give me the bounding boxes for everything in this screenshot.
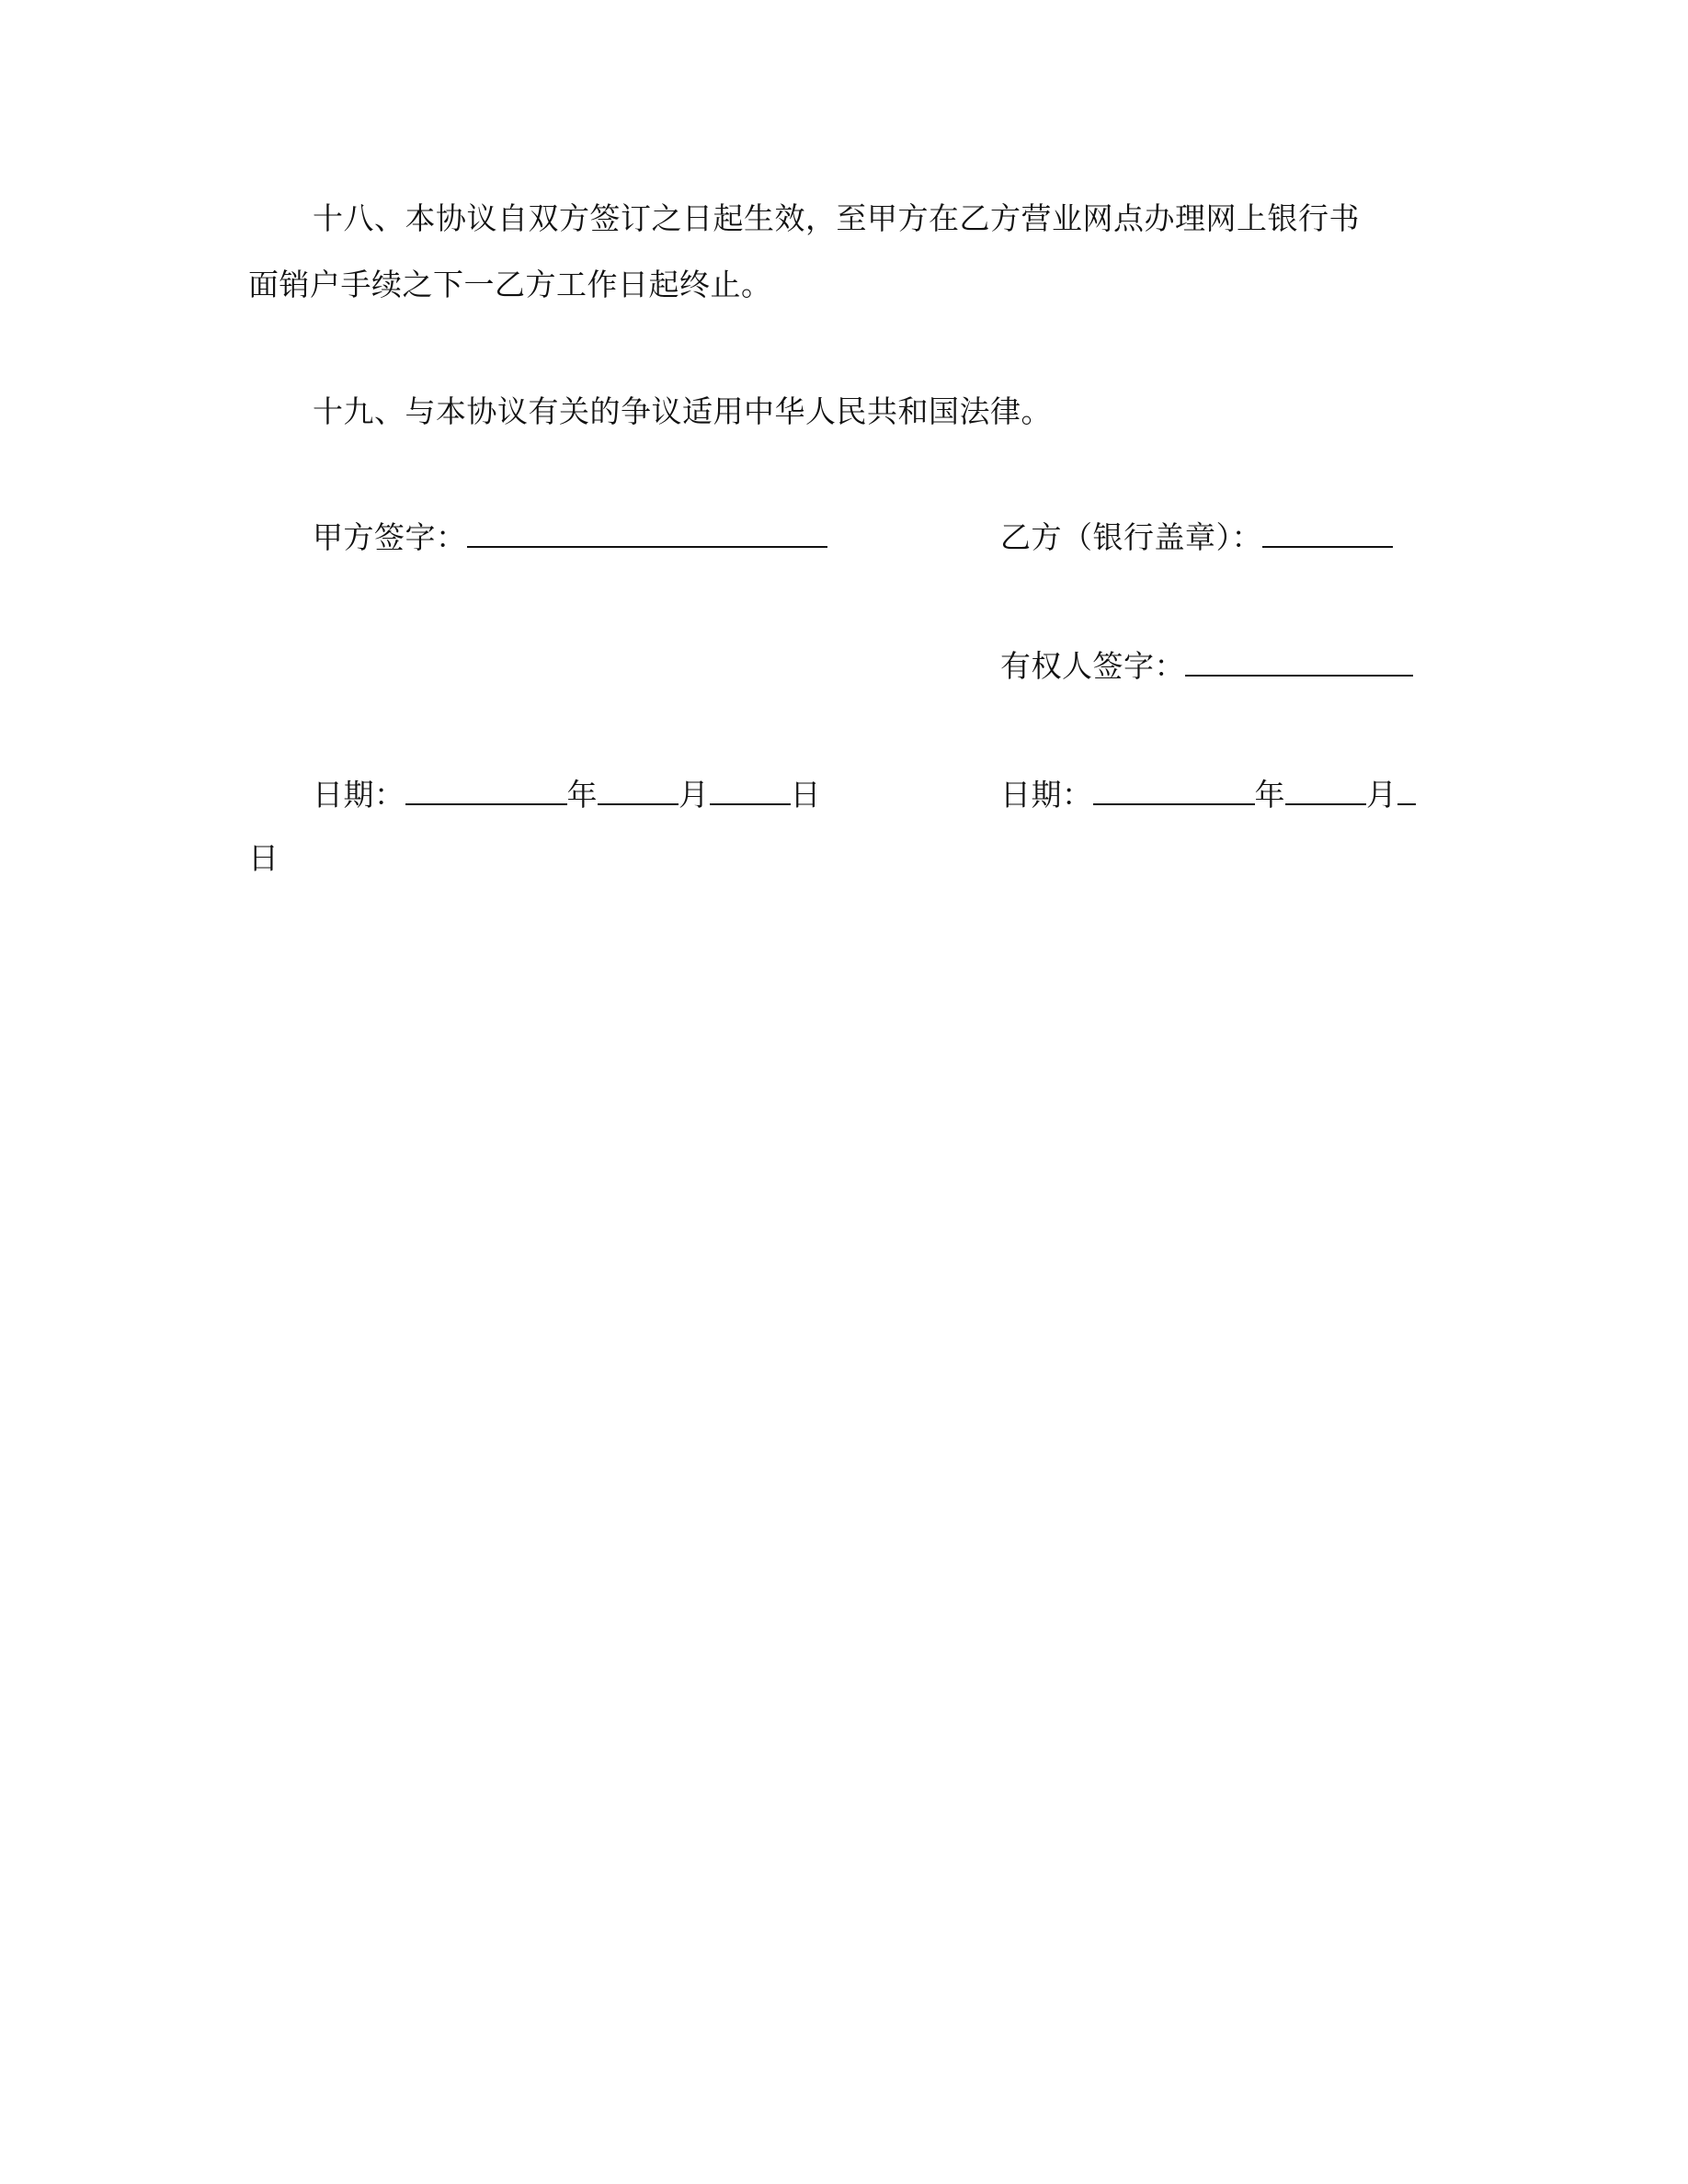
party-b-day-field[interactable] xyxy=(1397,776,1416,805)
party-b-month-field[interactable] xyxy=(1285,776,1366,805)
party-b-day-label-wrapped: 日 xyxy=(248,840,279,876)
party-b-date xyxy=(1000,776,1416,813)
authorized-label: 有权人签字： xyxy=(1000,648,1185,684)
day-label: 日 xyxy=(790,777,821,813)
clause-18-line-2: 面销户手续之下一乙方工作日起终止。 xyxy=(248,267,772,302)
authorized-signature-field[interactable] xyxy=(1185,647,1413,677)
month-label: 月 xyxy=(679,777,710,813)
party-a-day-field[interactable] xyxy=(710,776,791,805)
party-b-label: 乙方（银行盖章）： xyxy=(1000,519,1262,555)
party-a-month-field[interactable] xyxy=(598,776,679,805)
party-b-year-field[interactable] xyxy=(1093,776,1255,805)
year-label: 年 xyxy=(566,777,598,813)
party-b-seal-field[interactable] xyxy=(1262,518,1393,548)
date-label: 日期： xyxy=(1000,777,1093,813)
clause-18-line-1: 十八、本协议自双方签订之日起生效，至甲方在乙方营业网点办理网上银行书 xyxy=(313,200,1360,236)
party-a-date xyxy=(313,776,821,813)
party-a-label: 甲方签字： xyxy=(313,519,467,555)
party-a-signature xyxy=(313,518,827,556)
date-label: 日期： xyxy=(313,777,405,813)
month-label: 月 xyxy=(1366,777,1397,813)
party-a-signature-field[interactable] xyxy=(467,518,827,548)
party-b-seal xyxy=(1000,518,1393,556)
clause-19: 十九、与本协议有关的争议适用中华人民共和国法律。 xyxy=(313,393,1052,429)
year-label: 年 xyxy=(1254,777,1285,813)
party-a-year-field[interactable] xyxy=(405,776,567,805)
authorized-signature xyxy=(1000,647,1413,685)
